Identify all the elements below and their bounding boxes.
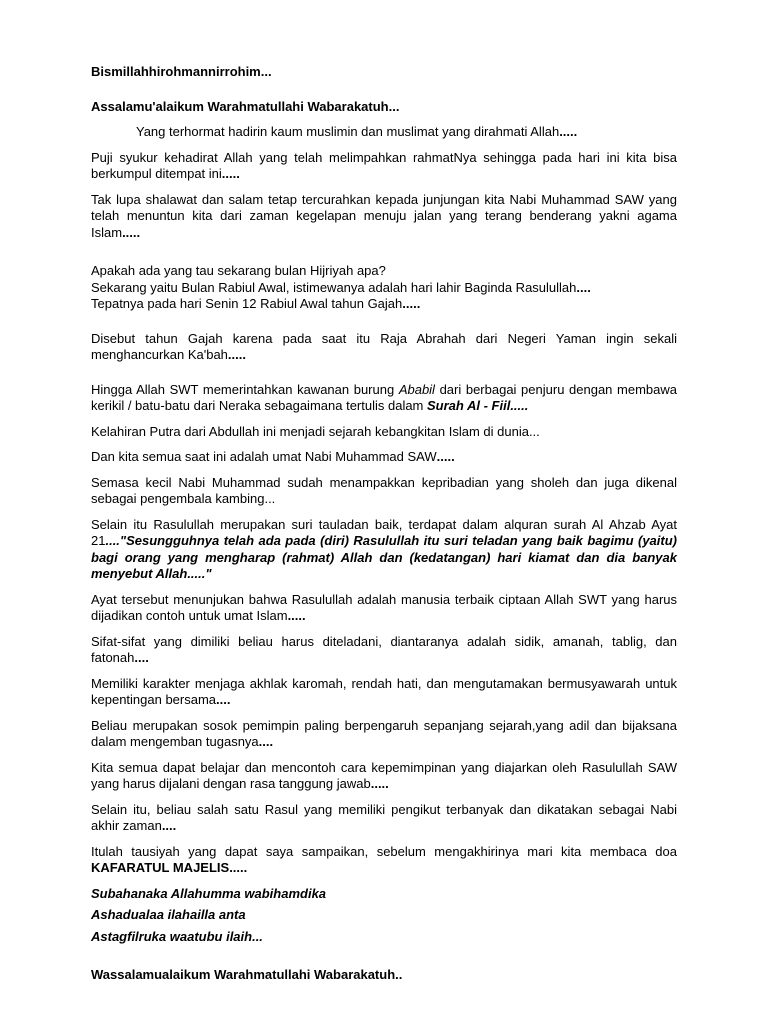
answer-bulan: Sekarang yaitu Bulan Rabiul Awal, istimewanya adalah hari lahir Baginda Rasulullah....: [91, 279, 591, 295]
doa-line: Subahanaka Allahumma wabihamdika: [91, 885, 327, 901]
closing-salam: Wassalamualaikum Warahmatullahi Wabarakatuh..: [91, 967, 403, 982]
paragraph-pemimpin: Beliau merupakan sosok pemimpin paling berpengaruh sepanjang sejarah,yang adil dan bijaksana dalam mengemban tugasnya....: [91, 717, 677, 749]
document-body: [91, 64, 677, 993]
quote-ahzab: ...."Sesungguhnya telah ada pada (diri) Rasulullah itu suri teladan yang baik bagimu (yaitu) bagi orang yang mengharap (rahmat) Allah dan (kedatangan) hari kiamat dan dia banyak menyebut Allah.....": [91, 533, 677, 581]
paragraph-shalawat: Tak lupa shalawat dan salam tetap tercurahkan kepada junjungan kita Nabi Muhammad SAW yang telah menuntun kita dari zaman kegelapan menuju jalan yang terang benderang yakni agama Islam.....: [91, 191, 677, 240]
opening-salam: Assalamu'alaikum Warahmatullahi Wabarakatuh...: [91, 98, 400, 114]
answer-tanggal: Tepatnya pada hari Senin 12 Rabiul Awal tahun Gajah.....: [91, 296, 421, 311]
doa-line: Astagfilruka waatubu ilaih...: [91, 928, 263, 944]
paragraph-ahzab: Selain itu Rasulullah merupakan suri tauladan baik, terdapat dalam alquran surah Al Ahzab Ayat 21...."Sesungguhnya telah ada pada (diri) Rasulullah itu suri teladan yang baik bagimu (yaitu) bagi orang yang mengharap (rahmat) Allah dan (kedatangan) hari kiamat dan dia banyak menyebut Allah.....": [91, 516, 677, 581]
paragraph-belajar: Kita semua dapat belajar dan mencontoh cara kepemimpinan yang diajarkan oleh Rasulullah SAW yang harus dijalani dengan rasa tanggung jawab.....: [91, 759, 677, 791]
paragraph-rasul: Selain itu, beliau salah satu Rasul yang memiliki pengikut terbanyak dan dikatakan sebagai Nabi akhir zaman....: [91, 801, 677, 833]
paragraph-umat: Dan kita semua saat ini adalah umat Nabi Muhammad SAW.....: [91, 449, 455, 464]
paragraph-gajah: Disebut tahun Gajah karena pada saat itu Raja Abrahah dari Negeri Yaman ingin sekali menghancurkan Ka'bah.....: [91, 330, 677, 362]
paragraph-kecil: Semasa kecil Nabi Muhammad sudah menampakkan kepribadian yang sholeh dan juga dikenal sebagai pengembala kambing...: [91, 474, 677, 506]
greeting: Yang terhormat hadirin kaum muslimin dan muslimat yang dirahmati Allah.....: [136, 124, 578, 139]
paragraph-ayat: Ayat tersebut menunjukan bahwa Rasulullah adalah manusia terbaik ciptaan Allah SWT yang harus dijadikan contoh untuk umat Islam.....: [91, 591, 677, 623]
paragraph-tausiyah: Itulah tausiyah yang dapat saya sampaikan, sebelum mengakhirinya mari kita membaca doa KAFARATUL MAJELIS.....: [91, 843, 677, 875]
question-bulan: Apakah ada yang tau sekarang bulan Hijriyah apa?: [91, 263, 386, 278]
paragraph-kelahiran: Kelahiran Putra dari Abdullah ini menjadi sejarah kebangkitan Islam di dunia...: [91, 423, 540, 439]
paragraph-sifat: Sifat-sifat yang dimiliki beliau harus diteladani, diantaranya adalah sidik, amanah, tablig, dan fatonah....: [91, 633, 677, 665]
doa-line: Ashadualaa ilahailla anta: [91, 907, 246, 922]
paragraph-syukur: Puji syukur kehadirat Allah yang telah melimpahkan rahmatNya sehingga pada hari ini kita bisa berkumpul ditempat ini.....: [91, 149, 677, 181]
paragraph-karakter: Memiliki karakter menjaga akhlak karomah, rendah hati, dan mengutamakan bermusyawarah untuk kepentingan bersama....: [91, 675, 677, 707]
paragraph-ababil: Hingga Allah SWT memerintahkan kawanan burung Ababil dari berbagai penjuru dengan membawa kerikil / batu-batu dari Neraka sebagaimana tertulis dalam Surah Al - Fiil.....: [91, 381, 677, 413]
opening-basmalah: Bismillahhirohmannirrohim...: [91, 64, 272, 79]
